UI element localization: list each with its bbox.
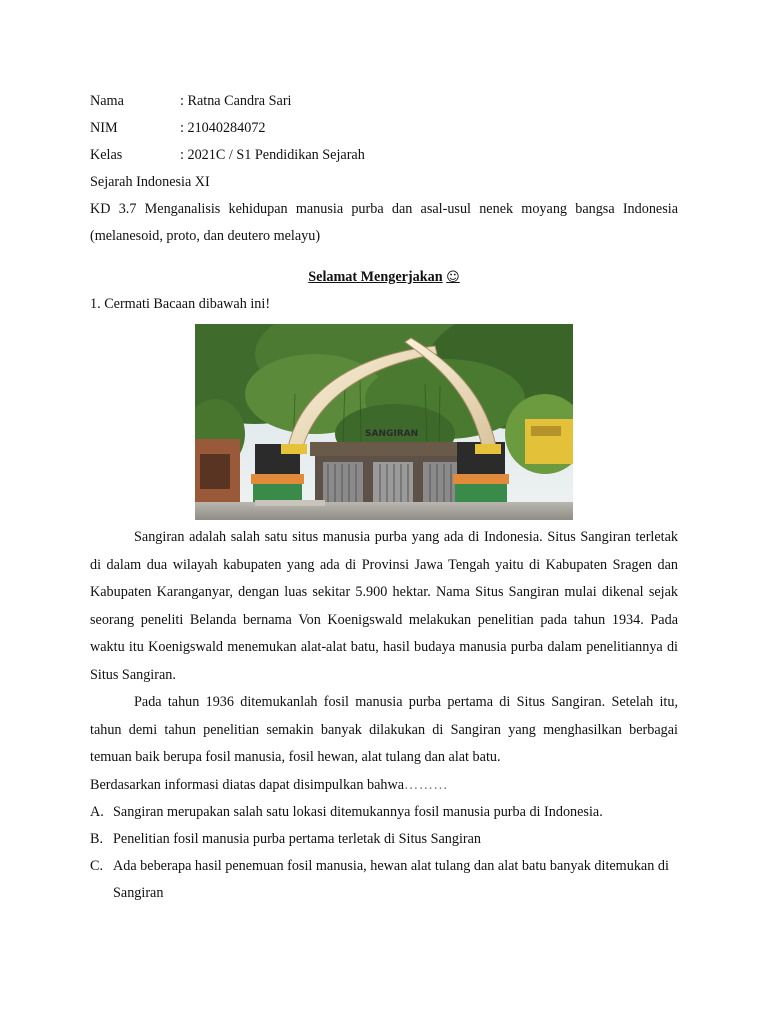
name-label: Nama (90, 93, 124, 109)
option-letter: B. (90, 830, 104, 847)
option-text: Ada beberapa hasil penemuan fosil manusia, hewan alat tulang dan alat batu banyak ditemukan di Sangiran (113, 857, 669, 901)
title-text: Selamat Mengerjakan (308, 269, 443, 285)
nim-row (90, 115, 678, 142)
class-label: Kelas (90, 147, 123, 163)
prompt-dots: ……… (404, 776, 449, 793)
option-text: Sangiran merupakan salah satu lokasi ditemukannya fosil manusia purba di Indonesia. (113, 803, 603, 820)
question-intro: 1. Cermati Bacaan dibawah ini! (90, 296, 271, 312)
smiley-icon: ☺ (446, 270, 460, 285)
option-c (90, 853, 678, 907)
option-b (90, 826, 678, 853)
sangiran-gate-photo (195, 324, 573, 520)
kd-text: KD 3.7 Menganalisis kehidupan manusia purba dan asal-usul nenek moyang bangsa Indonesia (melanesoid, proto, dan deutero melayu) (90, 201, 678, 244)
sangiran-gate-illustration (195, 324, 573, 520)
nim-value: : 21040284072 (180, 120, 266, 136)
option-text: Penelitian fosil manusia purba pertama terletak di Situs Sangiran (113, 830, 481, 847)
paragraph-2: Pada tahun 1936 ditemukanlah fosil manusia purba pertama di Situs Sangiran. Setelah itu, tahun demi tahun penelitian semakin banyak dilakukan di Sangiran yang menghasilkan berbagai temuan baik berupa fosil manusia, fosil hewan, alat tulang dan alat batu. (90, 694, 678, 765)
class-row (90, 142, 678, 169)
class-value: : 2021C / S1 Pendidikan Sejarah (180, 147, 365, 163)
option-letter: A. (90, 803, 104, 820)
question-prompt (90, 772, 678, 799)
document-content (90, 88, 678, 907)
nim-label: NIM (90, 120, 118, 136)
option-letter: C. (90, 857, 104, 874)
gate-sign-text: SANGIRAN (365, 429, 419, 439)
paragraph-1: Sangiran adalah salah satu situs manusia purba yang ada di Indonesia. Situs Sangiran terletak di dalam dua wilayah kabupaten yang ada di Provinsi Jawa Tengah yaitu di Kabupaten Sragen dan Kabupaten Karanganyar, dengan luas sekitar 5.900 hektar. Nama Situs Sangiran mulai dikenal sejak seorang peneliti Belanda bernama Von Koenigswald melakukan penelitian pada tahun 1934. Pada waktu itu Koenigswald menemukan alat-alat batu, hasil budaya manusia purba dalam penelitiannya di Situs Sangiran. (90, 529, 678, 683)
name-value: : Ratna Candra Sari (180, 93, 292, 109)
page-title (90, 264, 678, 291)
option-a (90, 799, 678, 826)
prompt-text: Berdasarkan informasi diatas dapat disimpulkan bahwa (90, 776, 405, 793)
name-row (90, 88, 678, 115)
subject-line: Sejarah Indonesia XI (90, 174, 210, 190)
